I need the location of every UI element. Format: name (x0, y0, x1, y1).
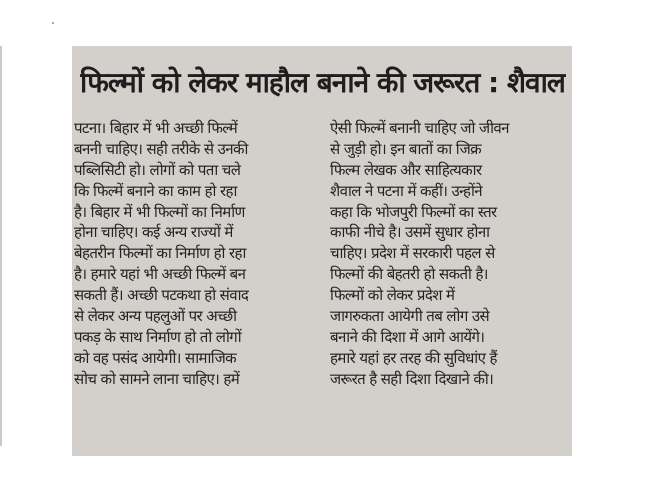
text-line: चाहिए। प्रदेश में सरकारी पहल से (330, 244, 495, 263)
left-edge-line (0, 46, 2, 446)
text-line: फिल्मों की बेहतरी हो सकती है। (330, 265, 488, 284)
article-column-left (74, 118, 308, 390)
text-line: पब्लिसिटी हो। लोगों को पता चले (74, 160, 241, 179)
text-line: से जुड़ी हो। इन बातों का जिक्र (330, 139, 482, 158)
text-line: पकड़ के साथ निर्माण हो तो लोगों (74, 327, 241, 346)
text-line: पटना। बिहार में भी अच्छी फिल्में (74, 119, 238, 137)
text-line: को वह पसंद आयेगी। सामाजिक (74, 348, 237, 367)
text-line: हमारे यहां हर तरह की सुविधांए हैं (330, 348, 497, 367)
text-line: जागरुकता आयेगी तब लोग उसे (330, 307, 489, 326)
text-line: कहा कि भोजपुरी फिल्मों का स्तर (330, 202, 497, 221)
article-headline: फिल्मों को लेकर माहौल बनाने की जरूरत : शैवाल (80, 66, 565, 99)
text-line: कि फिल्में बनाने का काम हो रहा (74, 181, 237, 200)
text-line: सकती हैं। अच्छी पटकथा हो संवाद (74, 286, 249, 305)
text-line: बेहतरीन फिल्मों का निर्माण हो रहा (74, 244, 246, 263)
text-line: है। हमारे यहां भी अच्छी फिल्में बन (74, 265, 246, 284)
text-line: से लेकर अन्य पहलुओं पर अच्छी (74, 307, 237, 326)
speck-dot (52, 22, 54, 24)
article-column-right (330, 118, 564, 390)
text-line: फिल्मों को लेकर प्रदेश में (330, 286, 455, 305)
text-line: जरूरत है सही दिशा दिखाने की। (330, 369, 494, 388)
text-line: है। बिहार में भी फिल्मों का निर्माण (74, 202, 245, 221)
text-line: फिल्म लेखक और साहित्यकार (330, 160, 482, 179)
newspaper-clipping (72, 46, 572, 456)
text-line: बनाने की दिशा में आगे आयेंगे। (330, 327, 485, 346)
text-line: काफी नीचे है। उसमें सुधार होना (330, 223, 490, 242)
text-line: बननी चाहिए। सही तरीके से उनकी (74, 139, 248, 158)
text-line: होना चाहिए। कई अन्य राज्यों में (74, 223, 233, 242)
text-line: शैवाल ने पटना में कहीं। उन्होंने (330, 181, 482, 200)
text-line: ऐसी फिल्में बनानी चाहिए जो जीवन (330, 119, 509, 137)
text-line: सोच को सामने लाना चाहिए। हमें (74, 369, 240, 388)
